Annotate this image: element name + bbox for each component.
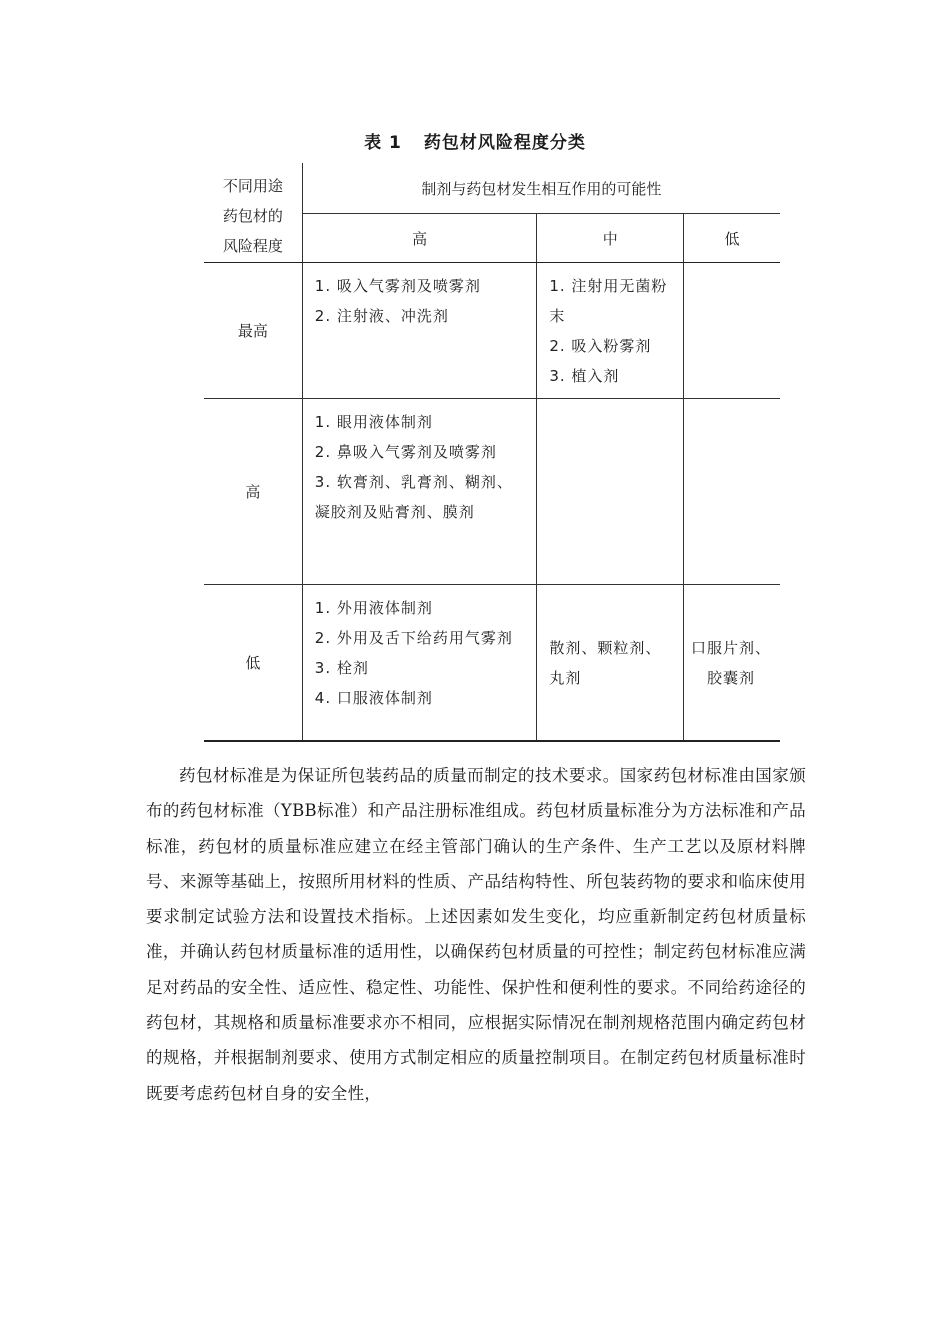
table-row <box>204 263 780 399</box>
interaction-possibility-header: 制剂与药包材发生相互作用的可能性 <box>302 163 780 214</box>
cell-low-low <box>684 585 780 741</box>
list-item: 2. 外用及舌下给药用气雾剂 <box>314 629 513 647</box>
body-paragraph: 药包材标准是为保证所包装药品的质量而制定的技术要求。国家药包材标准由国家颁布的药包材标准（YBB标准）和产品注册标准组成。药包材质量标准分为方法标准和产品标准，药包材的质量标准应建立在经主管部门确认的生产条件、生产工艺以及原材料牌号、来源等基础上，按照所用材料的性质、产品结构特性、所包装药物的要求和临床使用要求制定试验方法和设置技术指标。上述因素如发生变化，均应重新制定药包材质量标准，并确认药包材质量标准的适用性，以确保药包材质量的可控性；制定药包材标准应满足对药品的安全性、适应性、稳定性、功能性、保护性和便利性的要求。不同给药途径的药包材，其规格和质量标准要求亦不相同，应根据实际情况在制剂规格范围内确定药包材的规格，并根据制剂要求、使用方式制定相应的质量控制项目。在制定药包材质量标准时既要考虑药包材自身的安全性， <box>146 766 806 1103</box>
list-item: 1. 眼用液体制剂 <box>314 413 433 431</box>
list-item: 3. 植入剂 <box>549 367 620 385</box>
cell-highest-low <box>684 263 780 399</box>
list-item: 3. 栓剂 <box>314 659 369 677</box>
table-corner-header <box>204 163 302 263</box>
col-header-high: 高 <box>302 214 537 263</box>
cell-low-high <box>302 585 537 741</box>
risk-classification-table <box>204 163 780 742</box>
cell-high-low <box>684 399 780 585</box>
table-caption-title: 药包材风险程度分类 <box>423 133 586 153</box>
list-item: 4. 口服液体制剂 <box>314 689 433 707</box>
table-caption <box>0 128 950 153</box>
list-item: 1. 吸入气雾剂及喷雾剂 <box>314 277 481 295</box>
corner-line-2: 药包材的 <box>222 206 283 225</box>
table-caption-number: 表 1 <box>364 133 402 153</box>
row-level-highest: 最高 <box>204 263 302 399</box>
cell-text: 散剂、颗粒剂、丸剂 <box>549 639 662 688</box>
list-item: 3. 软膏剂、乳膏剂、糊剂、凝胶剂及贴膏剂、膜剂 <box>314 473 513 521</box>
row-level-low: 低 <box>204 585 302 741</box>
cell-high-mid <box>537 399 684 585</box>
list-item: 1. 注射用无菌粉末 <box>549 277 668 325</box>
col-header-low: 低 <box>684 214 780 263</box>
corner-line-1: 不同用途 <box>222 176 283 195</box>
cell-low-mid <box>537 585 684 741</box>
list-item: 2. 吸入粉雾剂 <box>549 337 652 355</box>
list-item: 2. 鼻吸入气雾剂及喷雾剂 <box>314 443 497 461</box>
table-row <box>204 585 780 741</box>
cell-highest-high <box>302 263 537 399</box>
corner-line-3: 风险程度 <box>222 236 283 255</box>
list-item: 1. 外用液体制剂 <box>314 599 433 617</box>
cell-text: 口服片剂、胶囊剂 <box>691 639 772 688</box>
cell-highest-mid <box>537 263 684 399</box>
col-header-mid: 中 <box>537 214 684 263</box>
table-row <box>204 399 780 585</box>
cell-high-high <box>302 399 537 585</box>
list-item: 2. 注射液、冲洗剂 <box>314 307 449 325</box>
row-level-high: 高 <box>204 399 302 585</box>
